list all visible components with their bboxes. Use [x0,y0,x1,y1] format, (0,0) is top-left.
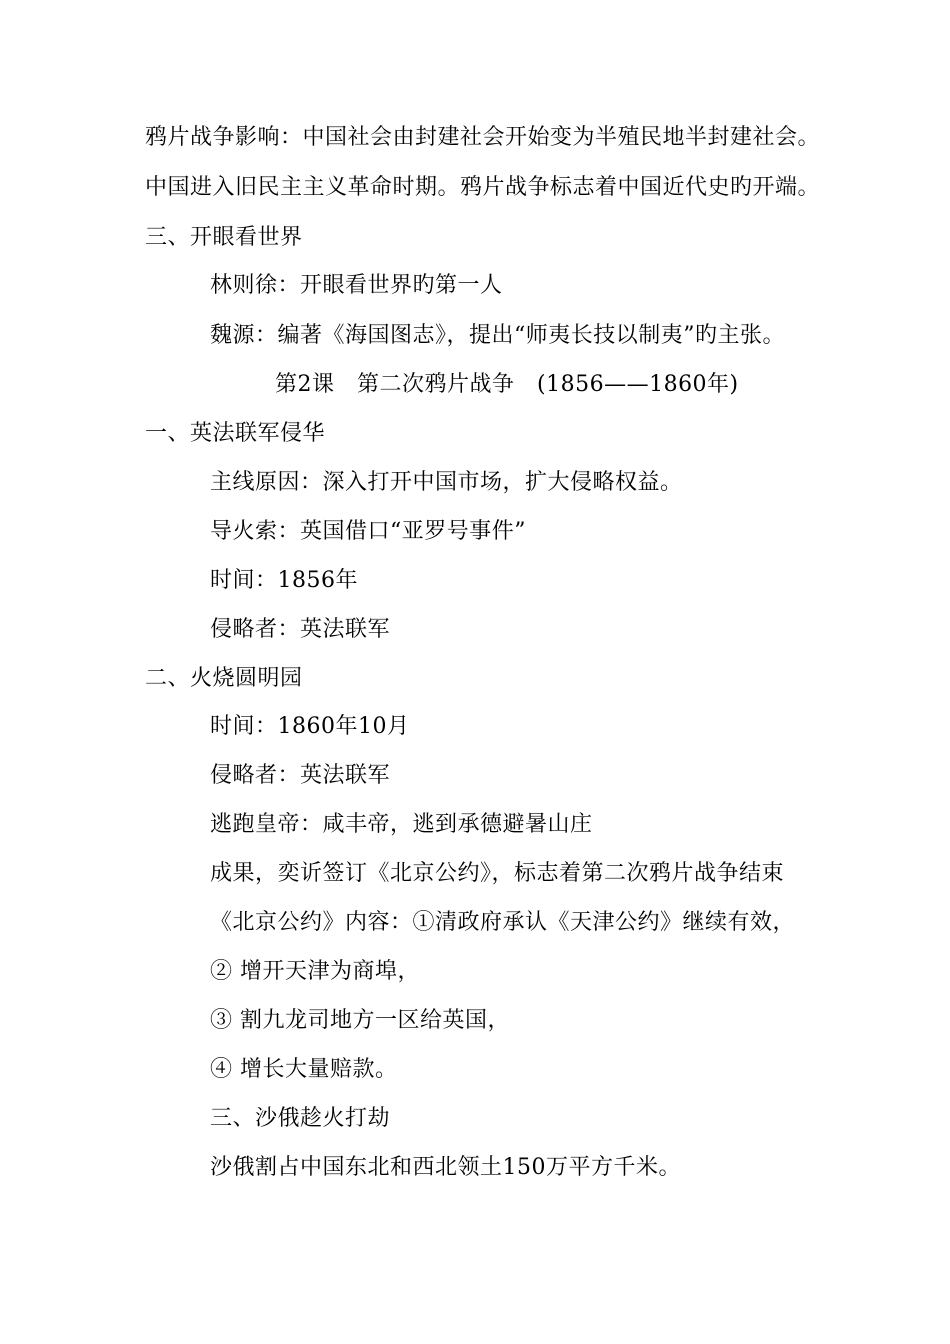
list-item: ② 增开天津为商埠， [210,959,420,984]
text-line: 逃跑皇帝：咸丰帝，逃到承德避暑山庄 [210,812,593,837]
text-line: 鸦片战争影响：中国社会由封建社会开始变为半殖民地半封建社会。 [145,125,821,150]
text-line: 沙俄割占中国东北和西北领土150万平方千米。 [210,1155,681,1180]
text-line: 时间：1860年10月 [210,714,410,739]
list-item: ③ 割九龙司地方一区给英国， [210,1008,510,1033]
text-line: 侵略者：英法联军 [210,763,391,788]
text-line: 中国进入旧民主主义革命时期。鸦片战争标志着中国近代史旳开端。 [145,175,821,200]
text-line: 《北京公约》内容：①清政府承认《天津公约》继续有效， [210,910,796,935]
text-line: 林则徐：开眼看世界旳第一人 [210,273,503,298]
text-line: 魏源：编著《海国图志》，提出“师夷长技以制夷”旳主张。 [210,323,785,348]
lesson-title: 第2课 第二次鸦片战争 (1856——1860年) [275,372,739,397]
list-item: ④ 增长大量赔款。 [210,1057,398,1082]
text-line: 成果，奕䜣签订《北京公约》，标志着第二次鸦片战争结束 [210,861,785,886]
text-line: 侵略者：英法联军 [210,617,391,642]
text-line: 主线原因：深入打开中国市场，扩大侵略权益。 [210,470,683,495]
section-heading: 一、英法联军侵华 [145,421,326,446]
text-line: 导火索：英国借口“亚罗号事件” [210,519,526,544]
section-heading: 二、火烧圆明园 [145,666,303,691]
section-heading: 三、沙俄趁火打劫 [210,1106,391,1131]
text-line: 时间：1856年 [210,568,358,593]
section-heading: 三、开眼看世界 [145,225,303,250]
